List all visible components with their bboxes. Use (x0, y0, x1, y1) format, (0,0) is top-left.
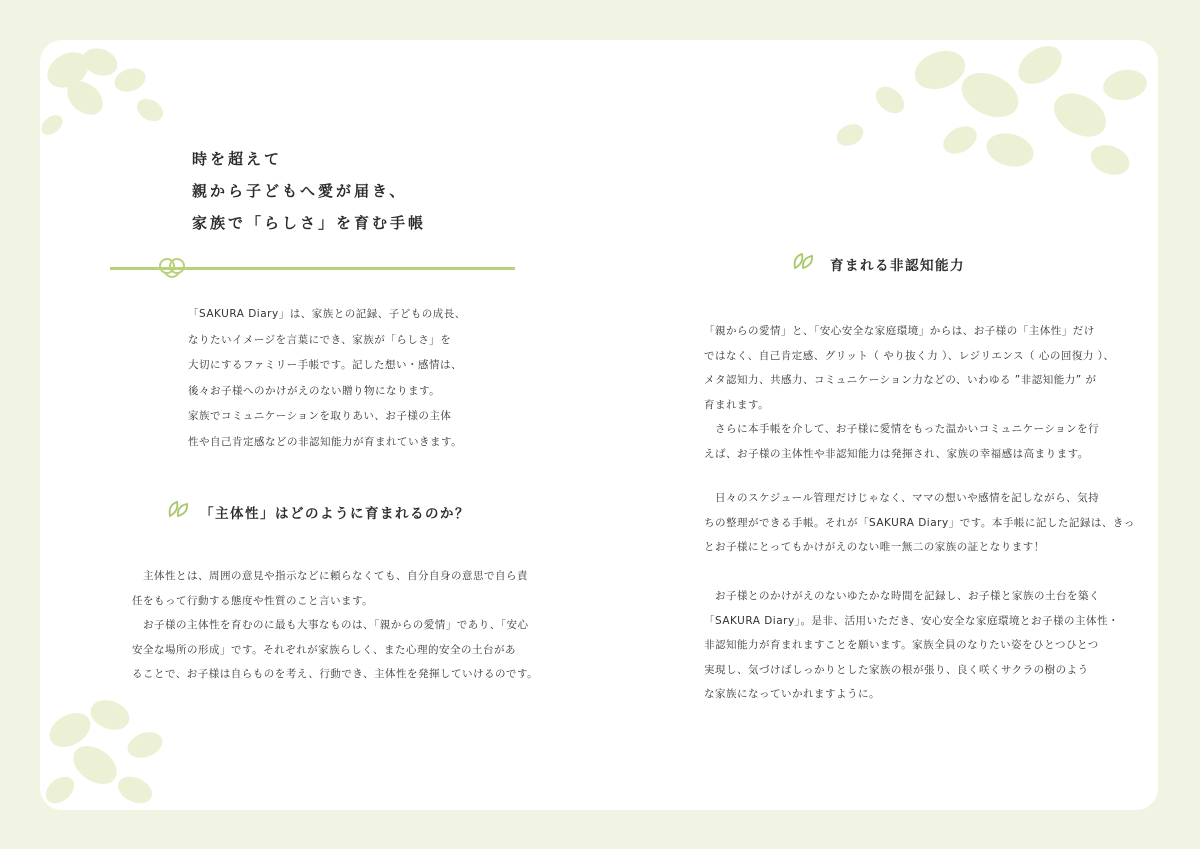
intro-line: なりたいイメージを言葉にでき、家族が「らしさ」を (188, 333, 452, 346)
section-right-line: えば、お子様の主体性や非認知能力は発揮され、家族の幸福感は高まります。 (704, 447, 1089, 460)
section-right-line: ではなく、自己肯定感、グリット（ やり抜く力 ）、レジリエンス（ 心の回復力 ）、 (704, 349, 1115, 362)
heading-line-2: 親から子どもへ愛が届き、 (192, 182, 408, 200)
section-right-line: お子様とのかけがえのないゆたかな時間を記録し、お子様と家族の土台を築く (704, 590, 1100, 602)
section-left-paragraph (132, 564, 538, 687)
section-right-line: 育まれます。 (704, 398, 770, 411)
knot-icon (156, 254, 188, 282)
section-title-left: 「主体性」はどのように育まれるのか？ (200, 506, 470, 522)
heading-line-3: 家族で「らしさ」を育む手帳 (192, 214, 427, 232)
intro-paragraph (188, 302, 466, 455)
section-right-line: ちの整理ができる手帳。それが「SAKURA Diary」です。本手帳に記した記録は、きっ (704, 516, 1135, 529)
heading-line-1: 時を超えて (192, 150, 283, 168)
floral-decoration-top-right (810, 40, 1158, 200)
section-right-block-1 (704, 319, 1114, 466)
floral-decoration-bottom-left (40, 690, 190, 810)
section-right-line: 「SAKURA Diary」。是非、活用いただき、安心安全な家庭環境とお子様の主体性・ (704, 614, 1120, 627)
section-right-line: 日々のスケジュール管理だけじゃなく、ママの想いや感情を記しながら、気持 (704, 492, 1100, 504)
section-left-line: お子様の主体性を育むのに最も大事なものは、「親からの愛情」であり、「安心 (132, 619, 529, 631)
floral-decoration-top-left (40, 40, 190, 150)
section-right-line: とお子様にとってもかけがえのない唯一無二の家族の証となります！ (704, 541, 1045, 553)
intro-line: 後々お子様へのかけがえのない贈り物になります。 (188, 384, 441, 397)
leaf-pair-icon (167, 499, 191, 519)
section-right-block-2 (704, 486, 1135, 560)
section-right-line: メタ認知力、共感力、コミュニケーション力などの、いわゆる ”非認知能力” が (704, 374, 1097, 386)
section-title-right: 育まれる非認知能力 (830, 258, 965, 274)
intro-line: 「SAKURA Diary」は、家族との記録、子どもの成長、 (188, 308, 466, 320)
section-right-line: 非認知能力が育まれますことを願います。家族全員のなりたい姿をひとつひとつ (704, 639, 1099, 651)
section-right-line: 「親からの愛情」と、「安心安全な家庭環境」からは、お子様の「主体性」だけ (704, 325, 1095, 337)
intro-line: 大切にするファミリー手帳です。記した想い・感情は、 (188, 359, 462, 371)
leaf-pair-icon (792, 251, 816, 271)
document-spread (40, 40, 1158, 810)
section-left-line: 主体性とは、周囲の意見や指示などに頼らなくても、自分自身の意思で自ら責 (132, 570, 528, 582)
section-left-line: 安全な場所の形成」です。それぞれが家族らしく、また心理的安全の土台があ (132, 643, 516, 656)
section-right-block-3 (704, 584, 1119, 707)
section-right-line: さらに本手帳を介して、お子様に愛情をもった温かいコミュニケーションを行 (704, 423, 1100, 435)
intro-line: 家族でコミュニケーションを取りあい、お子様の主体 (188, 410, 452, 422)
section-right-line: 実現し、気づけばしっかりとした家族の根が張り、良く咲くサクラの樹のよう (704, 663, 1089, 676)
intro-line: 性や自己肯定感などの非認知能力が育まれていきます。 (188, 435, 463, 448)
section-left-line: 任をもって行動する態度や性質のこと言います。 (132, 594, 374, 607)
section-left-line: ることで、お子様は自らものを考え、行動でき、主体性を発揮していけるのです。 (132, 668, 539, 680)
section-right-line: な家族になっていかれますように。 (704, 688, 880, 700)
